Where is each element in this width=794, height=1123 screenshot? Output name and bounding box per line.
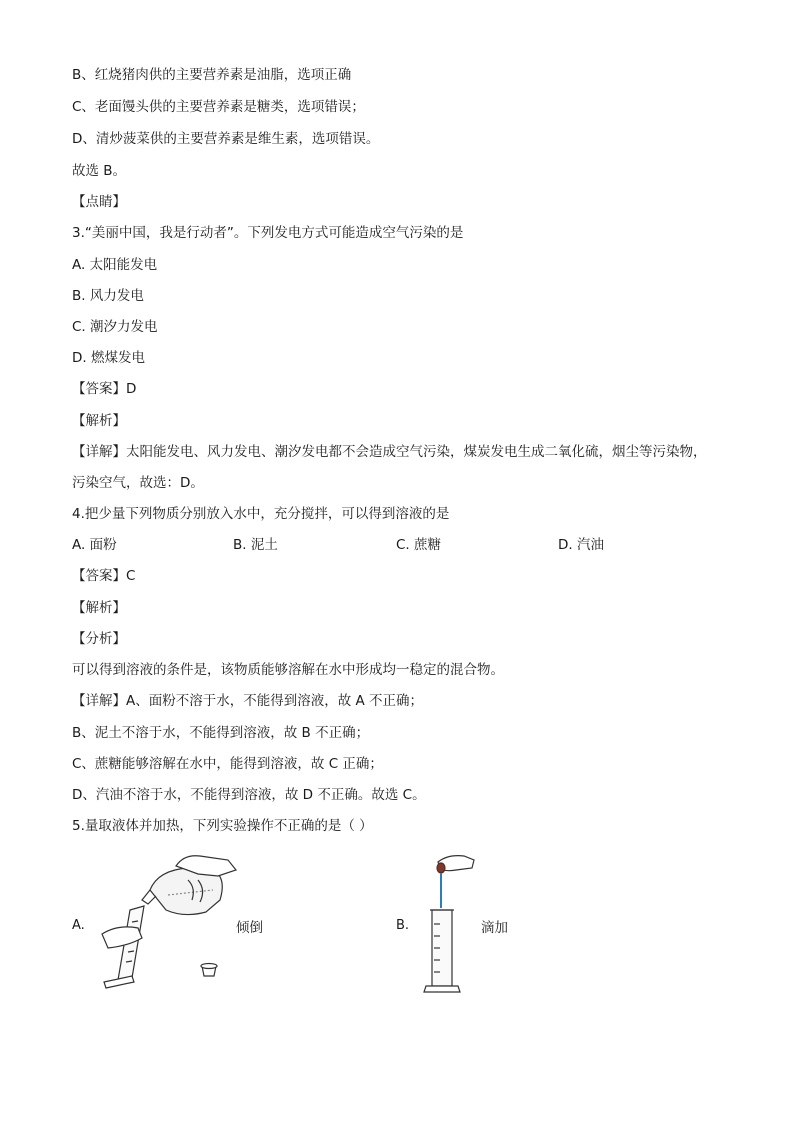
figure-b-label: B.	[396, 918, 410, 933]
figure-b-caption: 滴加	[481, 920, 508, 936]
text-line: 可以得到溶液的条件是，该物质能够溶解在水中形成均一稳定的混合物。	[72, 662, 504, 678]
option-c: C. 蔗糖	[396, 537, 442, 553]
question-5: 5.量取液体并加热，下列实验操作不正确的是（ ）	[72, 818, 373, 834]
section-label: 【点睛】	[72, 194, 126, 210]
option-a: A. 面粉	[72, 537, 117, 553]
answer-label: 【答案】D	[72, 381, 137, 397]
text-line: 【详解】太阳能发电、风力发电、潮汐发电都不会造成空气污染，煤炭发电生成二氧化硫，烟尘等污染物，	[72, 444, 707, 460]
option-a: A. 太阳能发电	[72, 257, 158, 273]
option-d: D. 汽油	[558, 537, 604, 553]
text-line: B、红烧猪肉供的主要营养素是油脂，选项正确	[72, 67, 352, 83]
section-label: 【解析】	[72, 413, 126, 429]
option-c: C. 潮汐力发电	[72, 319, 158, 335]
text-line: C、老面馒头供的主要营养素是糖类，选项错误；	[72, 99, 365, 115]
option-b: B. 泥土	[233, 537, 278, 553]
section-label: 【分析】	[72, 631, 126, 647]
text-line: 故选 B。	[72, 163, 127, 179]
text-line: B、泥土不溶于水，不能得到溶液，故 B 不正确；	[72, 725, 370, 741]
text-line: D、汽油不溶于水，不能得到溶液，故 D 不正确。故选 C。	[72, 787, 426, 803]
answer-label: 【答案】C	[72, 568, 136, 584]
option-b: B. 风力发电	[72, 288, 144, 304]
figure-a-label: A.	[72, 918, 85, 933]
text-line: D、清炒菠菜供的主要营养素是维生素，选项错误。	[72, 131, 380, 147]
figure-a-caption: 倾倒	[236, 920, 263, 936]
question-4: 4.把少量下列物质分别放入水中，充分搅拌，可以得到溶液的是	[72, 506, 450, 522]
section-label: 【解析】	[72, 600, 126, 616]
text-line: 【详解】A、面粉不溶于水，不能得到溶液，故 A 不正确；	[72, 693, 424, 709]
dropper-illustration	[420, 852, 480, 997]
text-line: C、蔗糖能够溶解在水中，能得到溶液，故 C 正确；	[72, 756, 383, 772]
question-3: 3.“美丽中国，我是行动者”。下列发电方式可能造成空气污染的是	[72, 225, 464, 241]
option-d: D. 燃煤发电	[72, 350, 145, 366]
text-line: 污染空气，故选：D。	[72, 475, 204, 491]
pouring-illustration	[88, 850, 238, 990]
